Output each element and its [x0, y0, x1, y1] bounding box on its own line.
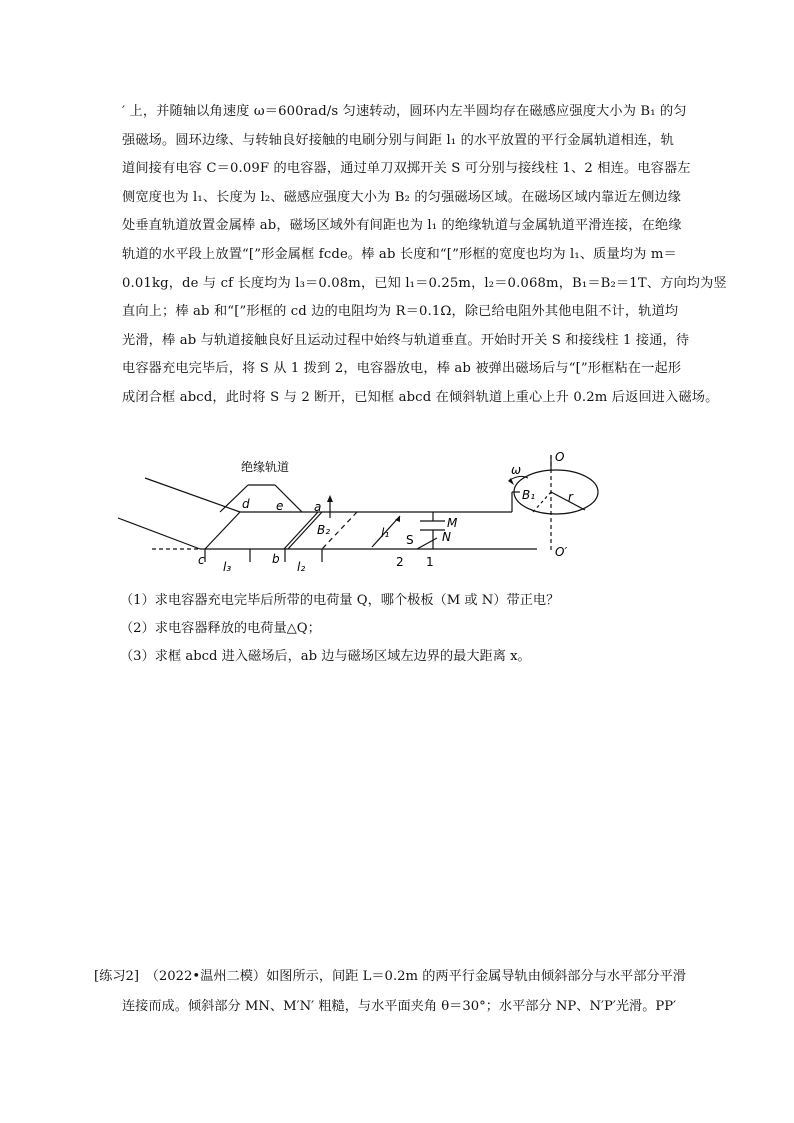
problem-line: 0.01kg，de 与 cf 长度均为 l₃＝0.08m，已知 l₁＝0.25m，l₂＝0.068m，B₁＝B₂＝1T、方向均为竖 [122, 275, 727, 291]
label-l2: l₂ [297, 560, 306, 574]
problem-line: 处垂直轨道放置金属棒 ab，磁场区域外有间距也为 l₁ 的绝缘轨道与金属轨道平滑连接，在绝缘 [122, 218, 682, 234]
label-O-prime: O′ [555, 545, 568, 559]
problem-line: ′ 上，并随轴以角速度 ω＝600rad/s 匀速转动，圆环内左半圆均存在磁感应强度大小为 B₁ 的匀 [122, 104, 687, 119]
problem-line: 强磁场。圆环边缘、与转轴良好接触的电刷分别与间距 l₁ 的水平放置的平行金属轨道相连，轨 [122, 132, 674, 148]
problem-line: 直向上；棒 ab 和“[”形框的 cd 边的电阻均为 R＝0.1Ω，除已给电阻外其他电阻不计，轨道均 [122, 304, 679, 320]
problem-line: 道间接有电容 C＝0.09F 的电容器，通过单刀双掷开关 S 可分别与接线柱 1、2 相连。电容器左 [122, 161, 691, 177]
label-insulated-track: 绝缘轨道 [241, 460, 290, 474]
label-d: d [242, 497, 250, 511]
problem-line: 电容器充电完毕后，将 S 从 1 拨到 2，电容器放电，棒 ab 被弹出磁场后与“[”形框粘在一起形 [122, 361, 682, 377]
label-2: 2 [396, 555, 404, 569]
problem-text [122, 98, 727, 413]
label-a: a [314, 500, 322, 514]
label-N: N [442, 530, 451, 544]
label-B1: B₁ [522, 488, 536, 502]
label-O: O [555, 450, 565, 464]
problem-line: 光滑，棒 ab 与轨道接触良好且运动过程中始终与轨道垂直。开始时开关 S 和接线柱 1 接通，待 [122, 332, 690, 348]
exercise-text [94, 962, 686, 1022]
label-b: b [272, 552, 280, 566]
questions [120, 587, 559, 671]
label-S: S [406, 533, 414, 547]
label-l3: l₃ [223, 560, 232, 574]
question-item: （3）求框 abcd 进入磁场后，ab 边与磁场区域左边界的最大距离 x。 [120, 649, 531, 664]
label-e: e [276, 499, 284, 513]
question-item: （1）求电容器充电完毕后所带的电荷量 Q，哪个极板（M 或 N）带正电？ [120, 593, 560, 608]
physics-diagram [110, 445, 610, 580]
label-B2: B₂ [317, 523, 331, 537]
exercise-line-2: 连接而成。倾斜部分 MN、M′N′ 粗糙，与水平面夹角 θ＝30°；水平部分 NP、N′P′光滑。PP′ [122, 999, 677, 1014]
label-omega: ω [511, 463, 522, 477]
label-1: 1 [426, 555, 434, 569]
problem-line: 成闭合框 abcd，此时将 S 与 2 断开，已知框 abcd 在倾斜轨道上重心上升 0.2m 后返回进入磁场。 [122, 389, 719, 405]
label-l1: l₁ [381, 526, 390, 540]
problem-line: 轨道的水平段上放置“[”形金属框 fcde。棒 ab 长度和“[”形框的宽度也均为 l₁、质量均为 m＝ [122, 246, 677, 262]
label-r: r [568, 490, 573, 504]
problem-line: 侧宽度也为 l₁、长度为 l₂、磁感应强度大小为 B₂ 的匀强磁场区域。在磁场区域内靠近左侧边缘 [122, 189, 682, 205]
exercise-line-1: [练习2] （2022•温州二模）如图所示，间距 L＝0.2m 的两平行金属导轨由倾斜部分与水平部分平滑 [94, 969, 686, 984]
label-M: M [447, 516, 458, 530]
label-c: c [198, 553, 205, 567]
question-item: （2）求电容器释放的电荷量△Q； [120, 621, 321, 636]
